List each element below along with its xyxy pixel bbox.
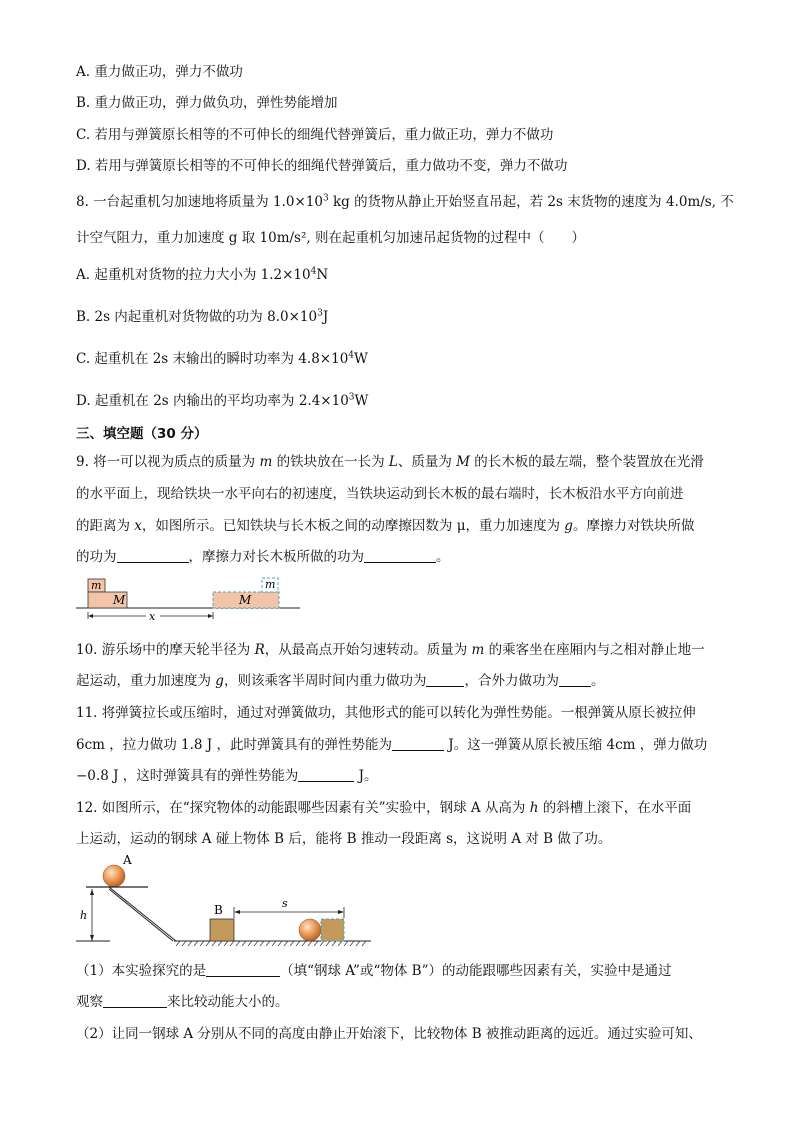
block-B-start (210, 919, 234, 941)
q8-stem-line1: 8. 一台起重机匀加速地将质量为 $1.0\times 10^3$ kg 的货物从静止开始竖直吊起，若 2s 末货物的速度为 4.0m/s, 不 (76, 193, 734, 210)
steel-ball-A (103, 865, 125, 887)
ramp-slope (109, 887, 176, 941)
q7-option-c: C. 若用与弹簧原长相等的不可伸长的细绳代替弹簧后，重力做正功，弹力不做功 (76, 127, 554, 143)
q12-line2: 上运动，运动的钢球 A 碰上物体 B 后，能将 B 推动一段距离 s，这说明 A 对 B 做了功。 (76, 831, 612, 847)
q9-line2: 的水平面上，现给铁块一水平向右的初速度，当铁块运动到长木板的最右端时，长木板沿水平方向前进 (76, 486, 684, 502)
q7-option-a: A. 重力做正功，弹力不做功 (76, 64, 243, 80)
answer-blank[interactable] (206, 962, 280, 977)
label-M-start: M (113, 593, 126, 607)
q10-line1: 10. 游乐场中的摩天轮半径为 R，从最高点开始匀速转动。质量为 m 的乘客坐在座厢内与之相对静止地一 (76, 642, 705, 658)
label-x: x (149, 610, 156, 623)
answer-blank[interactable] (559, 672, 591, 687)
ground-hatching (176, 941, 366, 946)
label-m-end: m (265, 578, 276, 591)
q12-part1-line2: 观察 来比较动能大小的。 (76, 994, 289, 1010)
q11-line1: 11. 将弹簧拉长或压缩时，通过对弹簧做功，其他形式的能可以转化为弹性势能。一根弹簧从原长被拉伸 (76, 705, 696, 721)
label-m-start: m (91, 579, 102, 592)
section-title: 三、填空题（30 分） (76, 426, 208, 442)
q8-option-c: C. 起重机在 2s 末输出的瞬时功率为 $4.8\times 10^4W$ (76, 350, 368, 367)
q9-line4: 的功为 ，摩擦力对长木板所做的功为 。 (76, 549, 450, 565)
q11-line3: −0.8 J ，这时弹簧具有的弹性势能为 J。 (76, 768, 378, 784)
label-h: h (80, 909, 88, 922)
q10-line2: 起运动，重力加速度为 g，则该乘客半周时间内重力做功为 ，合外力做功为 。 (76, 673, 605, 689)
q12-figure (76, 852, 376, 950)
q8-option-d: D. 起重机在 2s 内输出的平均功率为 $2.4\times 10^3W$ (76, 392, 369, 409)
q8-option-a: A. 起重机对货物的拉力大小为 $1.2\times 10^4N$ (76, 266, 329, 283)
steel-ball-A-end (299, 919, 321, 941)
q9-line1: 9. 将一可以视为质点的质量为 m 的铁块放在一长为 L、质量为 M 的长木板的最左端，整个装置放在光滑 (76, 454, 704, 470)
q8-stem-line2: 计空气阻力，重力加速度 g 取 10m/s², 则在起重机匀加速吊起货物的过程中（ ） (76, 230, 585, 246)
q8-option-b: B. 2s 内起重机对货物做的功为 $8.0\times 10^3J$ (76, 308, 329, 325)
q9-line3: 的距离为 x，如图所示。已知铁块与长木板之间的动摩擦因数为 μ，重力加速度为 g。摩擦力对铁块所做 (76, 518, 695, 534)
q12-line1: 12. 如图所示，在“探究物体的动能跟哪些因素有关”实验中，钢球 A 从高为 h 的斜槽上滚下，在水平面 (76, 800, 692, 816)
answer-blank[interactable] (392, 736, 444, 751)
answer-blank[interactable] (364, 548, 436, 563)
label-A: A (123, 853, 132, 867)
answer-blank[interactable] (298, 767, 354, 782)
label-B: B (214, 903, 223, 917)
label-s: s (282, 897, 288, 910)
answer-blank[interactable] (426, 672, 464, 687)
q12-part1-line1: （1）本实验探究的是 （填“钢球 A”或“物体 B”）的动能跟哪些因素有关，实验中是通过 (76, 963, 672, 979)
q7-option-d: D. 若用与弹簧原长相等的不可伸长的细绳代替弹簧后，重力做功不变，弹力不做功 (76, 158, 568, 174)
block-B-end (321, 919, 344, 941)
answer-blank[interactable] (103, 993, 167, 1008)
q7-option-b: B. 重力做正功，弹力做负功，弹性势能增加 (76, 95, 338, 111)
q12-part2-line1: （2）让同一钢球 A 分别从不同的高度由静止开始滚下，比较物体 B 被推动距离的远近。通过实验可知、 (76, 1026, 702, 1042)
q9-figure (76, 574, 306, 626)
label-M-end: M (239, 593, 252, 607)
q11-line2: 6cm ，拉力做功 1.8 J ，此时弹簧具有的弹性势能为 J。这一弹簧从原长被压缩 4cm ，弹力做功 (76, 737, 708, 753)
answer-blank[interactable] (117, 548, 189, 563)
q8-mass: $1.0\times 10^3$ (272, 193, 329, 210)
